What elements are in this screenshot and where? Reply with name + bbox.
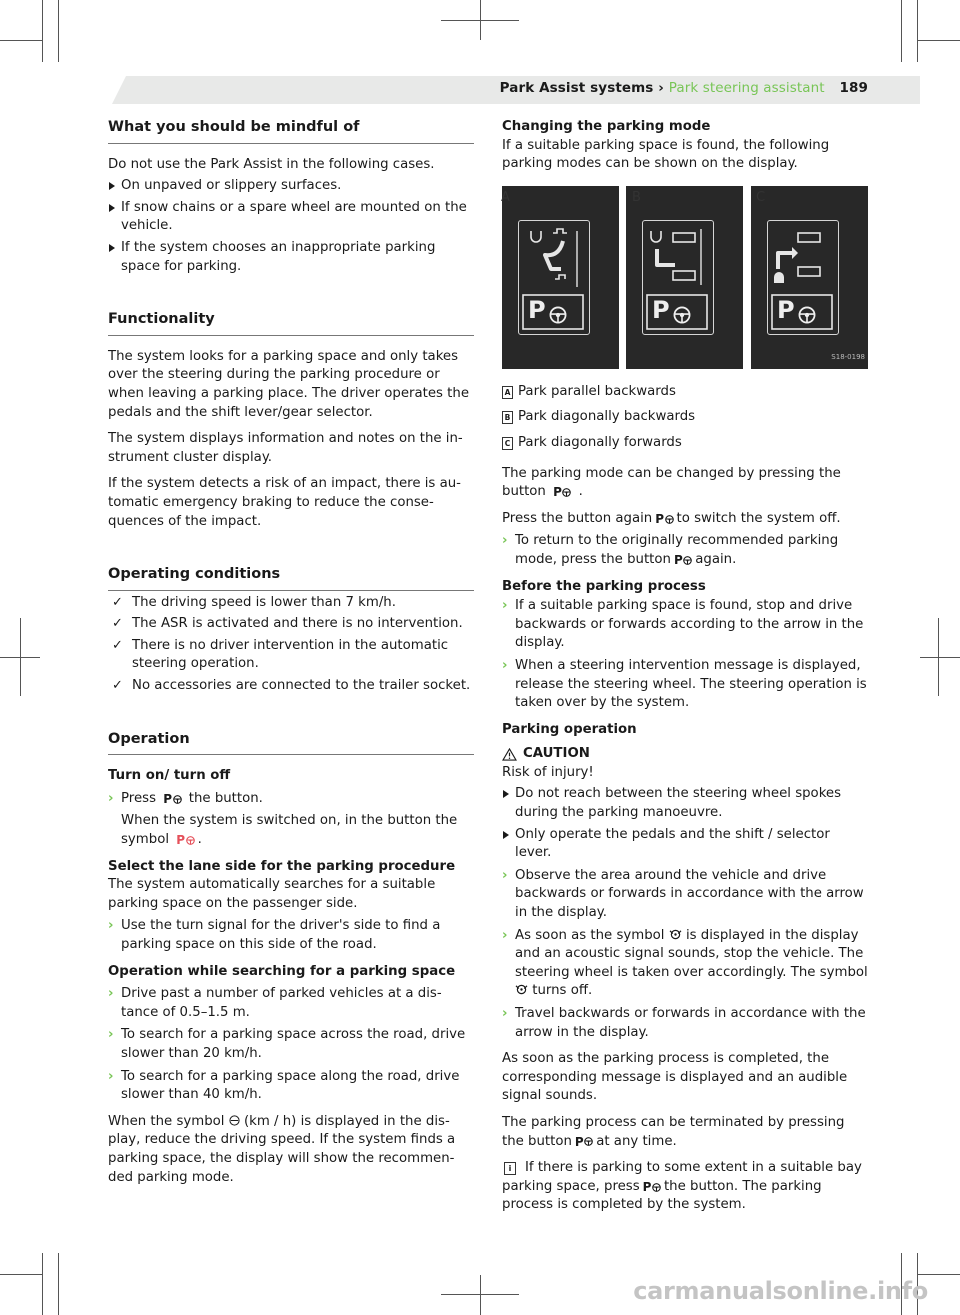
hands-off-steering-icon bbox=[515, 984, 528, 995]
subheading-parking-operation: Parking operation bbox=[502, 721, 637, 737]
watermark: carmanualsonline.info bbox=[633, 1277, 928, 1305]
step-arrow-icon: › bbox=[108, 1027, 114, 1043]
functionality-text: The system looks for a parking space and only takes over the steering during the parking procedure or when leaving a parking place. The driver operates the pedals and the shift lever/gear selector. bbox=[108, 348, 470, 420]
condition-text: No accessories are connected to the trailer socket. bbox=[132, 678, 471, 694]
terminate-text: The parking process can be terminated by pressing the button P at any time. bbox=[502, 1114, 870, 1151]
subheading-lane-side: Select the lane side for the parking procedure bbox=[108, 858, 456, 874]
park-button-icon: P bbox=[528, 295, 546, 324]
label-b-icon: B bbox=[502, 411, 513, 424]
running-header bbox=[500, 80, 868, 96]
step-arrow-icon: › bbox=[502, 657, 508, 673]
list-item bbox=[108, 594, 474, 613]
step-detail: When the system is switched on, in the button the symbol P . bbox=[108, 812, 474, 849]
step-arrow-icon: › bbox=[502, 1006, 508, 1021]
change-mode-text: The parking mode can be changed by pressing the button P . bbox=[502, 465, 870, 502]
subheading-before-parking: Before the parking process bbox=[502, 578, 706, 594]
park-button-icon: P bbox=[643, 1178, 661, 1197]
panel-label-a: A bbox=[501, 189, 510, 205]
step-item: › Use the turn signal for the driver's side to find a parking space on this side of the road. bbox=[108, 918, 441, 952]
step-item: › To search for a parking space along the road, drive slower than 40 km/h. bbox=[108, 1068, 460, 1103]
page-number: 189 bbox=[839, 80, 868, 96]
list-item bbox=[108, 615, 474, 634]
condition-text: The ASR is activated and there is no intervention. bbox=[132, 616, 463, 632]
park-button-icon: P bbox=[163, 790, 181, 809]
header-section: Park Assist systems bbox=[499, 80, 654, 96]
caution-text: Risk of injury! bbox=[502, 764, 594, 780]
subheading-searching: Operation while searching for a parking space bbox=[108, 963, 456, 979]
figure-panel-c bbox=[751, 186, 868, 369]
step-item: › To return to the originally recommended parking mode, press the button P again. bbox=[502, 532, 870, 569]
list-item bbox=[108, 637, 474, 674]
completed-text: As soon as the parking process is completed, the corresponding message is displayed and an audible signal sounds. bbox=[502, 1051, 848, 1104]
park-button-active-icon: P bbox=[176, 831, 194, 850]
step-arrow-icon: › bbox=[502, 533, 508, 549]
step-item: › Travel backwards or forwards in accordance with the arrow in the display. bbox=[502, 1006, 866, 1040]
list-item: Do not reach between the steering wheel spokes during the parking manoeuvre. bbox=[502, 785, 870, 822]
mode-item: A Park parallel backwards bbox=[502, 383, 870, 402]
panel-label-b: B bbox=[632, 189, 641, 205]
functionality-text: If the system detects a risk of an impact, there is automatic emergency braking to reduce the consequences of the impact. bbox=[108, 476, 461, 529]
step-arrow-icon: › bbox=[502, 867, 508, 883]
subheading-changing-mode: Changing the parking mode bbox=[502, 119, 711, 134]
steering-wheel-icon bbox=[798, 306, 816, 324]
step-arrow-icon: › bbox=[108, 918, 114, 934]
park-button-icon: P bbox=[652, 295, 670, 324]
park-button-icon: P bbox=[553, 483, 571, 502]
speed-warning-icon bbox=[229, 1115, 240, 1126]
heading-functionality: Functionality bbox=[108, 310, 474, 336]
figure-panel-b bbox=[626, 186, 743, 369]
park-button-icon: P bbox=[575, 1133, 593, 1152]
mode-item: B Park diagonally backwards bbox=[502, 408, 870, 427]
condition-text: The driving speed is lower than 7 km/h. bbox=[132, 594, 396, 610]
step-item: › When a steering intervention message is displayed, release the steering wheel. The steering operation is taken over by the system. bbox=[502, 657, 867, 711]
label-c-icon: C bbox=[502, 437, 513, 450]
step-item: › As soon as the symbol is displayed in the display and an acoustic signal sounds, stop the vehicle. The steering wheel is taken over accordingly. The symbol turns off. bbox=[502, 927, 868, 999]
right-column bbox=[502, 118, 870, 1215]
header-subsection: Park steering assistant bbox=[668, 80, 825, 96]
figure-panel-a bbox=[502, 186, 619, 369]
mode-item: C Park diagonally forwards bbox=[502, 434, 870, 453]
info-icon: i bbox=[504, 1162, 516, 1175]
warning-icon bbox=[502, 748, 517, 761]
panel-label-c: C bbox=[756, 189, 766, 205]
step-arrow-icon: › bbox=[108, 1068, 114, 1084]
list-item: If snow chains or a spare wheel are mounted on the vehicle. bbox=[108, 199, 474, 236]
park-button-icon: P bbox=[777, 295, 795, 324]
step-arrow-icon: › bbox=[108, 986, 114, 1002]
heading-mindful: What you should be mindful of bbox=[108, 118, 474, 144]
condition-text: There is no driver intervention in the automatic steering operation. bbox=[132, 637, 449, 672]
step-item: › Drive past a number of parked vehicles at a distance of 0.5–1.5 m. bbox=[108, 986, 442, 1020]
left-column bbox=[108, 118, 474, 1187]
steering-wheel-icon bbox=[549, 306, 567, 324]
step-item: › If a suitable parking space is found, stop and drive backwards or forwards according to the arrow in the display. bbox=[502, 598, 864, 651]
lane-text: The system automatically searches for a suitable parking space on the passenger side. bbox=[108, 877, 436, 911]
figure-code: S18-0198 bbox=[831, 353, 865, 362]
step-item: › To search for a parking space across the road, drive slower than 20 km/h. bbox=[108, 1027, 466, 1061]
check-icon: ✓ bbox=[112, 678, 123, 694]
step-arrow-icon: › bbox=[502, 927, 508, 943]
check-icon: ✓ bbox=[112, 616, 123, 632]
functionality-text: The system displays information and notes on the instrument cluster display. bbox=[108, 431, 463, 465]
park-button-icon: P bbox=[674, 551, 692, 570]
caution-heading: CAUTION bbox=[502, 745, 870, 764]
list-item bbox=[108, 677, 474, 696]
check-icon: ✓ bbox=[112, 594, 123, 610]
heading-operation: Operation bbox=[108, 730, 474, 756]
step-item: › Observe the area around the vehicle and drive backwards or forwards in accordance with the arrow in the display. bbox=[502, 867, 864, 921]
hands-off-steering-icon bbox=[669, 929, 682, 940]
switch-off-text: Press the button again P to switch the system off. bbox=[502, 510, 870, 529]
step-arrow-icon: › bbox=[108, 790, 114, 806]
list-item: Only operate the pedals and the shift / selector lever. bbox=[502, 826, 870, 863]
subheading-turn-on-off: Turn on/ turn off bbox=[108, 768, 231, 784]
mode-legend bbox=[502, 383, 870, 453]
label-a-icon: A bbox=[502, 386, 513, 399]
info-note: i If there is parking to some extent in a suitable bay parking space, press P the button. The parking process is completed by the system. bbox=[502, 1160, 862, 1213]
check-icon: ✓ bbox=[112, 637, 123, 653]
changing-text: If a suitable parking space is found, the following parking modes can be shown on the display. bbox=[502, 137, 830, 172]
list-item: If the system chooses an inappropriate parking space for parking. bbox=[108, 239, 474, 276]
park-button-icon: P bbox=[655, 510, 673, 529]
parking-mode-figure bbox=[502, 186, 868, 369]
step-item: › Press P the button. bbox=[108, 790, 474, 809]
list-item: On unpaved or slippery surfaces. bbox=[108, 177, 474, 196]
mindful-intro: Do not use the Park Assist in the following cases. bbox=[108, 156, 435, 172]
header-separator: › bbox=[658, 80, 664, 96]
symbol-speed-text: When the symbol (km / h) is displayed in the display, reduce the driving speed. If the system finds a parking space, the display will show the recommended parking mode. bbox=[108, 1113, 456, 1185]
steering-wheel-icon bbox=[673, 306, 691, 324]
heading-operating-conditions: Operating conditions bbox=[108, 565, 474, 591]
step-arrow-icon: › bbox=[502, 598, 508, 614]
